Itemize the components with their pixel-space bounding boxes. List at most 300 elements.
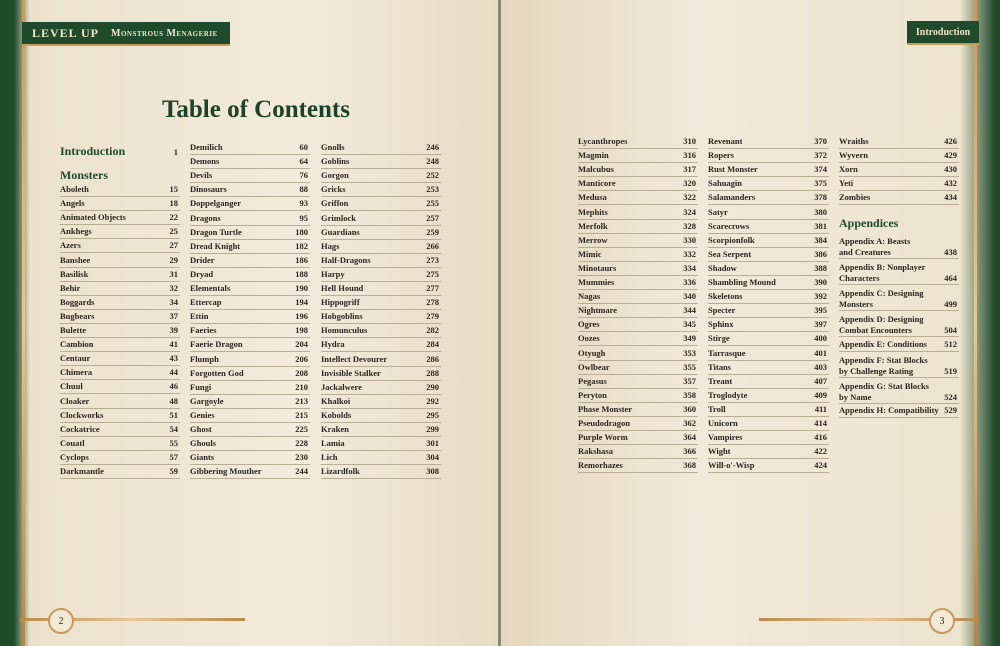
- toc-entry[interactable]: [708, 262, 829, 276]
- entry-page: 358: [683, 389, 696, 400]
- entry-page: 422: [814, 446, 827, 457]
- toc-entry[interactable]: [839, 311, 959, 337]
- entry-page: 301: [426, 438, 439, 449]
- entry-name: Magmin: [578, 150, 609, 161]
- entry-name: Hags: [321, 240, 340, 251]
- toc-entry[interactable]: [708, 163, 829, 177]
- toc-entry[interactable]: [60, 338, 180, 352]
- entry-name: Wyvern: [839, 150, 868, 161]
- entry-name: Ettercap: [190, 297, 222, 308]
- entry-name: Genies: [190, 409, 215, 420]
- entry-name: Ghost: [190, 423, 212, 434]
- intro-page: 1: [173, 147, 178, 157]
- toc-entry[interactable]: [578, 375, 698, 389]
- entry-name: Manticore: [578, 178, 616, 189]
- header-band-right: [907, 21, 979, 45]
- toc-entry[interactable]: [321, 409, 441, 423]
- entry-page: 41: [169, 339, 178, 350]
- toc-entry[interactable]: [321, 451, 441, 465]
- toc-entry[interactable]: [190, 183, 310, 197]
- entry-page: 388: [814, 262, 827, 273]
- toc-entry[interactable]: [60, 380, 180, 394]
- toc-entry[interactable]: [60, 394, 180, 408]
- toc-entry[interactable]: [839, 378, 959, 404]
- entry-name: Cambion: [60, 339, 94, 350]
- entry-page: 330: [683, 234, 696, 245]
- toc-entry[interactable]: [839, 285, 959, 311]
- entry-page: 512: [944, 338, 957, 349]
- entry-page: 230: [295, 452, 308, 463]
- entry-page: 426: [944, 136, 957, 147]
- toc-intro-row[interactable]: [60, 141, 180, 159]
- toc-entry[interactable]: [578, 205, 698, 219]
- entry-page: 370: [814, 136, 827, 147]
- entry-name: Dinosaurs: [190, 184, 227, 195]
- entry-name: Lich: [321, 452, 338, 463]
- toc-entry[interactable]: [708, 135, 829, 149]
- entry-page: 32: [169, 282, 178, 293]
- toc-entry[interactable]: [839, 404, 959, 418]
- entry-page: 429: [944, 150, 957, 161]
- entry-page: 277: [426, 283, 439, 294]
- toc-entry[interactable]: [190, 352, 310, 366]
- toc-entry[interactable]: [708, 220, 829, 234]
- toc-entry[interactable]: [60, 451, 180, 465]
- toc-entry[interactable]: [321, 395, 441, 409]
- toc-entry[interactable]: [708, 403, 829, 417]
- toc-entry[interactable]: [321, 310, 441, 324]
- entry-page: 364: [683, 432, 696, 443]
- entry-page: 424: [814, 460, 827, 471]
- entry-page: 353: [683, 347, 696, 358]
- entry-page: 48: [169, 395, 178, 406]
- entry-page: 299: [426, 423, 439, 434]
- entry-name: Faerie Dragon: [190, 339, 243, 350]
- toc-entry[interactable]: [60, 268, 180, 282]
- entry-page: 400: [814, 333, 827, 344]
- toc-entry[interactable]: [321, 352, 441, 366]
- entry-page: 259: [426, 226, 439, 237]
- toc-entry[interactable]: [578, 234, 698, 248]
- toc-entry[interactable]: [190, 197, 310, 211]
- toc-entry[interactable]: [708, 177, 829, 191]
- toc-entry[interactable]: [60, 437, 180, 451]
- toc-entry[interactable]: [321, 254, 441, 268]
- toc-entry[interactable]: [60, 211, 180, 225]
- entry-name: Rakshasa: [578, 446, 613, 457]
- toc-entry[interactable]: [190, 268, 310, 282]
- toc-entry[interactable]: [708, 445, 829, 459]
- entry-page: 432: [944, 178, 957, 189]
- toc-entry[interactable]: [60, 352, 180, 366]
- toc-entry[interactable]: [321, 367, 441, 381]
- entry-name: Titans: [708, 361, 731, 372]
- toc-entry[interactable]: [578, 135, 698, 149]
- entry-page: 39: [169, 325, 178, 336]
- entry-name: Lycanthropes: [578, 136, 628, 147]
- toc-entry[interactable]: [190, 211, 310, 225]
- toc-entry[interactable]: [321, 324, 441, 338]
- entry-page: 384: [814, 234, 827, 245]
- toc-entry[interactable]: [60, 465, 180, 479]
- entry-name: Khalkoi: [321, 395, 351, 406]
- gold-border-left: [22, 0, 25, 646]
- toc-entry[interactable]: [190, 324, 310, 338]
- entry-name: Cloaker: [60, 395, 90, 406]
- toc-entry[interactable]: [578, 318, 698, 332]
- entry-name: Vampires: [708, 432, 743, 443]
- toc-entry[interactable]: [578, 417, 698, 431]
- appendices-heading: Appendices: [839, 216, 899, 231]
- entry-name: Hell Hound: [321, 283, 364, 294]
- entry-page: 275: [426, 268, 439, 279]
- toc-entry[interactable]: [708, 375, 829, 389]
- entry-name: Stirge: [708, 333, 730, 344]
- toc-entry[interactable]: [321, 381, 441, 395]
- entry-page: 434: [944, 192, 957, 203]
- entry-name: Homunculus: [321, 325, 368, 336]
- entry-page: 186: [295, 254, 308, 265]
- entry-page: 390: [814, 277, 827, 288]
- entry-name: Griffon: [321, 198, 349, 209]
- entry-page: 375: [814, 178, 827, 189]
- entry-page: 308: [426, 466, 439, 477]
- entry-name: Boggards: [60, 296, 95, 307]
- toc-entry[interactable]: [190, 310, 310, 324]
- entry-name: Drider: [190, 254, 215, 265]
- toc-entry[interactable]: [190, 465, 310, 479]
- entry-page: 403: [814, 361, 827, 372]
- toc-entry[interactable]: [578, 276, 698, 290]
- entry-name: Mimic: [578, 248, 602, 259]
- entry-name: Oozes: [578, 333, 600, 344]
- entry-name: Appendix F: Stat Blocks by Challenge Rating: [839, 354, 928, 376]
- entry-page: 519: [944, 365, 957, 376]
- monsters-heading: Monsters: [60, 168, 108, 182]
- entry-name: Purple Worm: [578, 432, 628, 443]
- entry-page: 266: [426, 240, 439, 251]
- entry-page: 60: [299, 142, 308, 153]
- toc-entry[interactable]: [578, 445, 698, 459]
- toc-entry[interactable]: [190, 451, 310, 465]
- entry-name: Xorn: [839, 164, 858, 175]
- toc-entry[interactable]: [578, 361, 698, 375]
- entry-name: Gorgon: [321, 170, 349, 181]
- entry-page: 397: [814, 319, 827, 330]
- entry-name: Behir: [60, 282, 81, 293]
- toc-entry[interactable]: [578, 149, 698, 163]
- entry-name: Salamanders: [708, 192, 756, 203]
- entry-name: Half-Dragons: [321, 254, 371, 265]
- toc-entry[interactable]: [190, 296, 310, 310]
- entry-page: 27: [169, 240, 178, 251]
- entry-page: 279: [426, 311, 439, 322]
- entry-page: 324: [683, 206, 696, 217]
- toc-entry[interactable]: [321, 141, 441, 155]
- entry-name: Demilich: [190, 142, 223, 153]
- entry-page: 198: [295, 325, 308, 336]
- toc-entry[interactable]: [708, 205, 829, 219]
- entry-page: 392: [814, 291, 827, 302]
- entry-page: 357: [683, 375, 696, 386]
- entry-name: Animated Objects: [60, 212, 126, 223]
- entry-page: 206: [295, 353, 308, 364]
- entry-page: 18: [169, 198, 178, 209]
- entry-page: 374: [814, 164, 827, 175]
- toc-entry[interactable]: [708, 248, 829, 262]
- toc-entry[interactable]: [321, 423, 441, 437]
- toc-entry[interactable]: [708, 290, 829, 304]
- toc-entry[interactable]: [839, 233, 959, 259]
- toc-entry[interactable]: [190, 141, 310, 155]
- toc-entry[interactable]: [578, 163, 698, 177]
- entry-name: Dryad: [190, 268, 214, 279]
- entry-page: 407: [814, 375, 827, 386]
- entry-page: 246: [426, 142, 439, 153]
- toc-entry[interactable]: [60, 296, 180, 310]
- toc-entry[interactable]: [190, 254, 310, 268]
- toc-entry[interactable]: [708, 459, 829, 473]
- entry-name: Lamia: [321, 438, 345, 449]
- entry-name: Pegasus: [578, 375, 607, 386]
- entry-page: 344: [683, 305, 696, 316]
- entry-page: 362: [683, 417, 696, 428]
- entry-page: 76: [299, 170, 308, 181]
- entry-name: Will-o'-Wisp: [708, 460, 755, 471]
- entry-name: Owlbear: [578, 361, 610, 372]
- entry-page: 290: [426, 381, 439, 392]
- entry-page: 253: [426, 184, 439, 195]
- entry-page: 95: [299, 212, 308, 223]
- entry-page: 355: [683, 361, 696, 372]
- entry-name: Chimera: [60, 367, 93, 378]
- entry-name: Skeletons: [708, 291, 743, 302]
- entry-page: 282: [426, 325, 439, 336]
- entry-name: Gricks: [321, 184, 346, 195]
- entry-page: 288: [426, 367, 439, 378]
- toc-entry[interactable]: [190, 381, 310, 395]
- toc-column-5: [708, 135, 829, 473]
- entry-name: Dragon Turtle: [190, 226, 242, 237]
- toc-entry[interactable]: [578, 346, 698, 360]
- entry-name: Sea Serpent: [708, 248, 752, 259]
- entry-name: Sphinx: [708, 319, 734, 330]
- toc-entry[interactable]: [708, 431, 829, 445]
- entry-name: Remorhazes: [578, 460, 623, 471]
- toc-entry[interactable]: [60, 423, 180, 437]
- entry-name: Lizardfolk: [321, 466, 360, 477]
- toc-entry[interactable]: [708, 191, 829, 205]
- entry-page: 273: [426, 254, 439, 265]
- entry-page: 529: [944, 404, 957, 415]
- entry-name: Jackalwere: [321, 381, 362, 392]
- toc-entry[interactable]: [60, 239, 180, 253]
- toc-entry[interactable]: [578, 191, 698, 205]
- entry-name: Yeti: [839, 178, 854, 189]
- toc-entry[interactable]: [839, 352, 959, 378]
- toc-entry[interactable]: [60, 282, 180, 296]
- toc-entry[interactable]: [321, 338, 441, 352]
- entry-name: Bulette: [60, 325, 86, 336]
- toc-entry[interactable]: [578, 290, 698, 304]
- entry-name: Satyr: [708, 206, 728, 217]
- toc-entry[interactable]: [60, 324, 180, 338]
- toc-entry[interactable]: [578, 177, 698, 191]
- toc-entry[interactable]: [708, 417, 829, 431]
- entry-name: Cockatrice: [60, 423, 100, 434]
- entry-name: Rust Monster: [708, 164, 758, 175]
- toc-entry[interactable]: [190, 367, 310, 381]
- toc-entry[interactable]: [321, 282, 441, 296]
- entry-page: 332: [683, 248, 696, 259]
- toc-entry[interactable]: [839, 149, 959, 163]
- entry-name: Hippogriff: [321, 297, 360, 308]
- entry-name: Unicorn: [708, 417, 738, 428]
- entry-page: 317: [683, 164, 696, 175]
- entry-page: 349: [683, 333, 696, 344]
- toc-entry[interactable]: [190, 169, 310, 183]
- toc-entry[interactable]: [839, 191, 959, 205]
- toc-entry[interactable]: [321, 240, 441, 254]
- toc-entry[interactable]: [578, 459, 698, 473]
- toc-entry[interactable]: [708, 276, 829, 290]
- entry-page: 196: [295, 311, 308, 322]
- entry-page: 284: [426, 339, 439, 350]
- toc-entry[interactable]: [708, 234, 829, 248]
- toc-entry[interactable]: [578, 220, 698, 234]
- toc-entry[interactable]: [321, 465, 441, 479]
- entry-page: 22: [169, 212, 178, 223]
- toc-entry[interactable]: [190, 338, 310, 352]
- toc-entry[interactable]: [578, 304, 698, 318]
- entry-page: 340: [683, 291, 696, 302]
- toc-entry[interactable]: [190, 395, 310, 409]
- entry-name: Hobgoblins: [321, 311, 363, 322]
- toc-entry[interactable]: [190, 226, 310, 240]
- entry-page: 372: [814, 150, 827, 161]
- toc-entry[interactable]: [708, 332, 829, 346]
- entry-name: Demons: [190, 156, 220, 167]
- entry-name: Giants: [190, 452, 215, 463]
- toc-entry[interactable]: [190, 409, 310, 423]
- toc-entry[interactable]: [578, 403, 698, 417]
- toc-entry[interactable]: [708, 361, 829, 375]
- toc-entry[interactable]: [839, 135, 959, 149]
- entry-page: 336: [683, 277, 696, 288]
- toc-entry[interactable]: [321, 183, 441, 197]
- entry-name: Gargoyle: [190, 395, 224, 406]
- entry-name: Troll: [708, 403, 726, 414]
- toc-entry[interactable]: [839, 259, 959, 285]
- entry-page: 15: [169, 184, 178, 195]
- toc-entry[interactable]: [190, 282, 310, 296]
- entry-page: 334: [683, 262, 696, 273]
- toc-entry[interactable]: [321, 197, 441, 211]
- toc-entry[interactable]: [190, 155, 310, 169]
- entry-page: 360: [683, 403, 696, 414]
- entry-name: Basilisk: [60, 268, 89, 279]
- entry-name: Phase Monster: [578, 403, 633, 414]
- entry-page: 210: [295, 381, 308, 392]
- toc-entry[interactable]: [60, 197, 180, 211]
- entry-page: 395: [814, 305, 827, 316]
- entry-page: 93: [299, 198, 308, 209]
- entry-page: 504: [944, 325, 957, 336]
- toc-entry[interactable]: [321, 226, 441, 240]
- entry-name: Hydra: [321, 339, 345, 350]
- toc-entry[interactable]: [708, 318, 829, 332]
- entry-page: 257: [426, 212, 439, 223]
- entry-page: 51: [169, 409, 178, 420]
- entry-name: Otyugh: [578, 347, 606, 358]
- page-number-right: 3: [929, 608, 955, 634]
- entry-page: 464: [944, 273, 957, 284]
- entry-name: Wraiths: [839, 136, 869, 147]
- toc-entry[interactable]: [839, 163, 959, 177]
- toc-entry[interactable]: [60, 409, 180, 423]
- entry-name: Ogres: [578, 319, 600, 330]
- toc-entry[interactable]: [578, 248, 698, 262]
- section-label: Introduction: [915, 26, 971, 38]
- toc-entry[interactable]: [321, 268, 441, 282]
- entry-name: Flumph: [190, 353, 219, 364]
- toc-entry[interactable]: [321, 169, 441, 183]
- toc-entry[interactable]: [60, 183, 180, 197]
- toc-list: [578, 135, 698, 473]
- entry-page: 322: [683, 192, 696, 203]
- toc-entry[interactable]: [578, 431, 698, 445]
- entry-page: 228: [295, 438, 308, 449]
- toc-entry[interactable]: [578, 389, 698, 403]
- toc-entry[interactable]: [708, 304, 829, 318]
- entry-name: Dread Knight: [190, 240, 241, 251]
- toc-entry[interactable]: [190, 437, 310, 451]
- entry-name: Gibbering Mouther: [190, 466, 262, 477]
- toc-entry[interactable]: [60, 225, 180, 239]
- entry-page: 401: [814, 347, 827, 358]
- page-title: Table of Contents: [162, 96, 350, 123]
- book-title: Monstrous Menagerie: [111, 27, 218, 39]
- entry-name: Shambling Mound: [708, 277, 776, 288]
- entry-page: 286: [426, 353, 439, 364]
- entry-name: Tarrasque: [708, 347, 746, 358]
- toc-entry[interactable]: [321, 211, 441, 225]
- toc-entry[interactable]: [60, 310, 180, 324]
- intro-heading: Introduction: [60, 144, 126, 158]
- toc-entry[interactable]: [708, 389, 829, 403]
- toc-entry[interactable]: [708, 149, 829, 163]
- entry-name: Nagas: [578, 291, 601, 302]
- toc-entry[interactable]: [708, 346, 829, 360]
- entry-page: 57: [169, 451, 178, 462]
- toc-entry[interactable]: [321, 155, 441, 169]
- toc-entry[interactable]: [578, 262, 698, 276]
- toc-entry[interactable]: [190, 240, 310, 254]
- entry-name: Merfolk: [578, 220, 608, 231]
- toc-entry[interactable]: [60, 366, 180, 380]
- toc-entry[interactable]: [321, 437, 441, 451]
- entry-page: 278: [426, 297, 439, 308]
- toc-entry[interactable]: [578, 332, 698, 346]
- entry-name: Kobolds: [321, 409, 352, 420]
- toc-entry[interactable]: [60, 253, 180, 267]
- toc-entry[interactable]: [839, 177, 959, 191]
- toc-entry[interactable]: [321, 296, 441, 310]
- entry-name: Azers: [60, 240, 81, 251]
- entry-page: 43: [169, 353, 178, 364]
- toc-entry[interactable]: [839, 337, 959, 351]
- toc-entry[interactable]: [190, 423, 310, 437]
